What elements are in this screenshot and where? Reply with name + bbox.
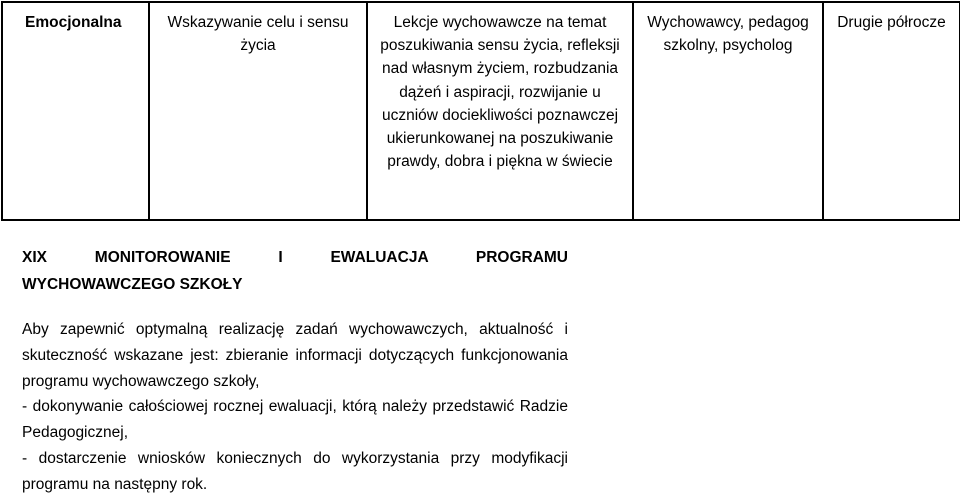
goal-cell: Wskazywanie celu i sensu życia — [149, 2, 367, 220]
deadline-cell: Drugie półrocze — [823, 2, 960, 220]
activities-cell: Lekcje wychowawcze na temat poszukiwania sensu życia, refleksji nad własnym życiem, rozbudzania dążeń i aspiracji, rozwijanie u uczniów dociekliwości poznawczej ukierunkowanej na poszukiwanie prawdy, dobra i piękna w świecie — [367, 2, 633, 220]
paragraph-conclusions: - dostarczenie wniosków koniecznych do wykorzystania przy modyfikacji programu na następny rok. — [22, 449, 568, 493]
paragraph-intro: Aby zapewnić optymalną realizację zadań wychowawczych, aktualność i skuteczność wskazane jest: zbieranie informacji dotyczących funkcjonowania programu wychowawczego szkoły, — [22, 321, 568, 390]
program-table — [1, 1, 960, 221]
section-heading — [22, 244, 568, 298]
section-heading-line-2: WYCHOWAWCZEGO SZKOŁY — [22, 276, 243, 293]
responsible-cell: Wychowawcy, pedagog szkolny, psycholog — [633, 2, 823, 220]
table-row — [2, 2, 960, 220]
section-body — [22, 317, 568, 498]
paragraph-evaluation: - dokonywanie całościowej rocznej ewaluacji, którą należy przedstawić Radzie Pedagogicznej, — [22, 398, 568, 442]
section-heading-line-1: XIX MONITOROWANIE I EWALUACJA PROGRAMU — [22, 249, 568, 266]
area-cell: Emocjonalna — [2, 2, 149, 220]
